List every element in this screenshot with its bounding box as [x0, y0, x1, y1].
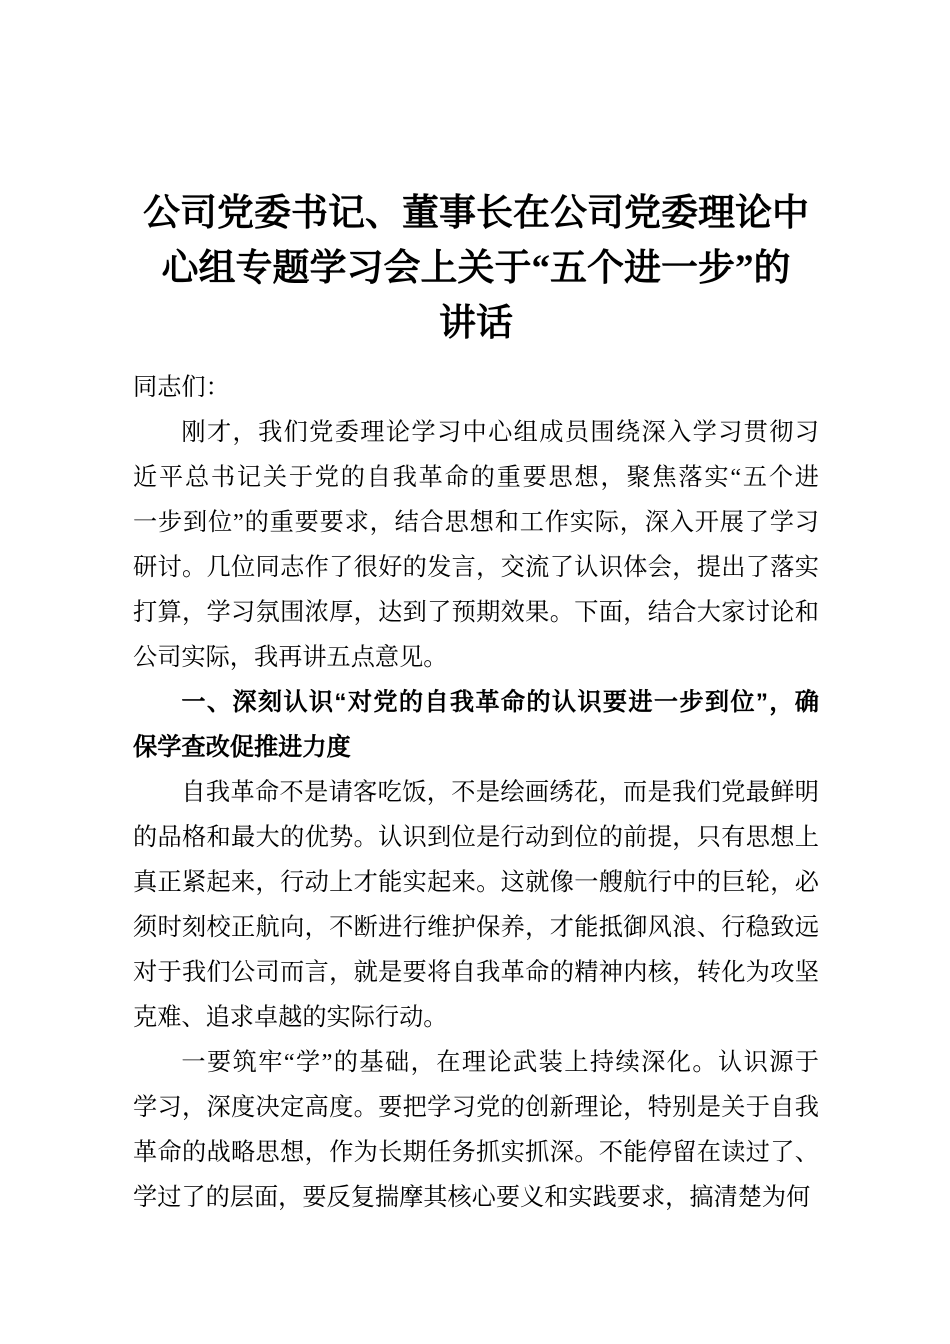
paragraph-line: 刚才，我们党委理论学习中心组成员围绕深入学习贯彻习 [181, 419, 819, 446]
paragraph-line: 打算，学习氛围浓厚，达到了预期效果。下面，结合大家讨论和 [133, 599, 819, 626]
paragraph-line: 学过了的层面，要反复揣摩其核心要义和实践要求，搞清楚为何 [133, 1184, 811, 1211]
paragraph-line: 公司实际，我再讲五点意见。 [133, 644, 448, 671]
paragraph-line: 真正紧起来，行动上才能实起来。这就像一艘航行中的巨轮，必 [133, 869, 819, 896]
paragraph-block [133, 1040, 819, 1220]
salutation-block [133, 365, 819, 410]
document-title [133, 186, 819, 351]
paragraph-line: 学习，深度决定高度。要把学习党的创新理论，特别是关于自我 [133, 1094, 819, 1121]
heading-block [133, 680, 819, 770]
paragraph-line: 一要筑牢“学”的基础，在理论武装上持续深化。认识源于 [181, 1049, 819, 1076]
salutation-line: 同志们： [133, 374, 230, 401]
paragraph-block [133, 770, 819, 1040]
paragraph-line: 对于我们公司而言，就是要将自我革命的精神内核，转化为攻坚 [133, 959, 819, 986]
document-title-line: 公司党委书记、董事长在公司党委理论中 [143, 193, 809, 234]
heading-line: 一、深刻认识“对党的自我革命的认识要进一步到位”，确 [181, 689, 819, 716]
paragraph-line: 研讨。几位同志作了很好的发言，交流了认识体会，提出了落实 [133, 554, 819, 581]
paragraph-block [133, 410, 819, 680]
document-content [133, 0, 819, 1220]
paragraph-line: 须时刻校正航向，不断进行维护保养，才能抵御风浪、行稳致远 [133, 914, 819, 941]
document-body [133, 365, 819, 1220]
document-title-line: 心组专题学习会上关于“五个进一步”的 [161, 248, 791, 289]
paragraph-line: 自我革命不是请客吃饭，不是绘画绣花，而是我们党最鲜明 [181, 779, 819, 806]
paragraph-line: 近平总书记关于党的自我革命的重要思想，聚焦落实“五个进 [133, 464, 819, 491]
paragraph-line: 克难、追求卓越的实际行动。 [133, 1004, 448, 1031]
paragraph-line: 一步到位”的重要要求，结合思想和工作实际，深入开展了学习 [133, 509, 819, 536]
heading-line: 保学查改促推进力度 [133, 734, 351, 761]
paragraph-line: 革命的战略思想，作为长期任务抓实抓深。不能停留在读过了、 [133, 1139, 819, 1166]
paragraph-line: 的品格和最大的优势。认识到位是行动到位的前提，只有思想上 [133, 824, 819, 851]
document-title-line: 讲话 [439, 303, 513, 344]
